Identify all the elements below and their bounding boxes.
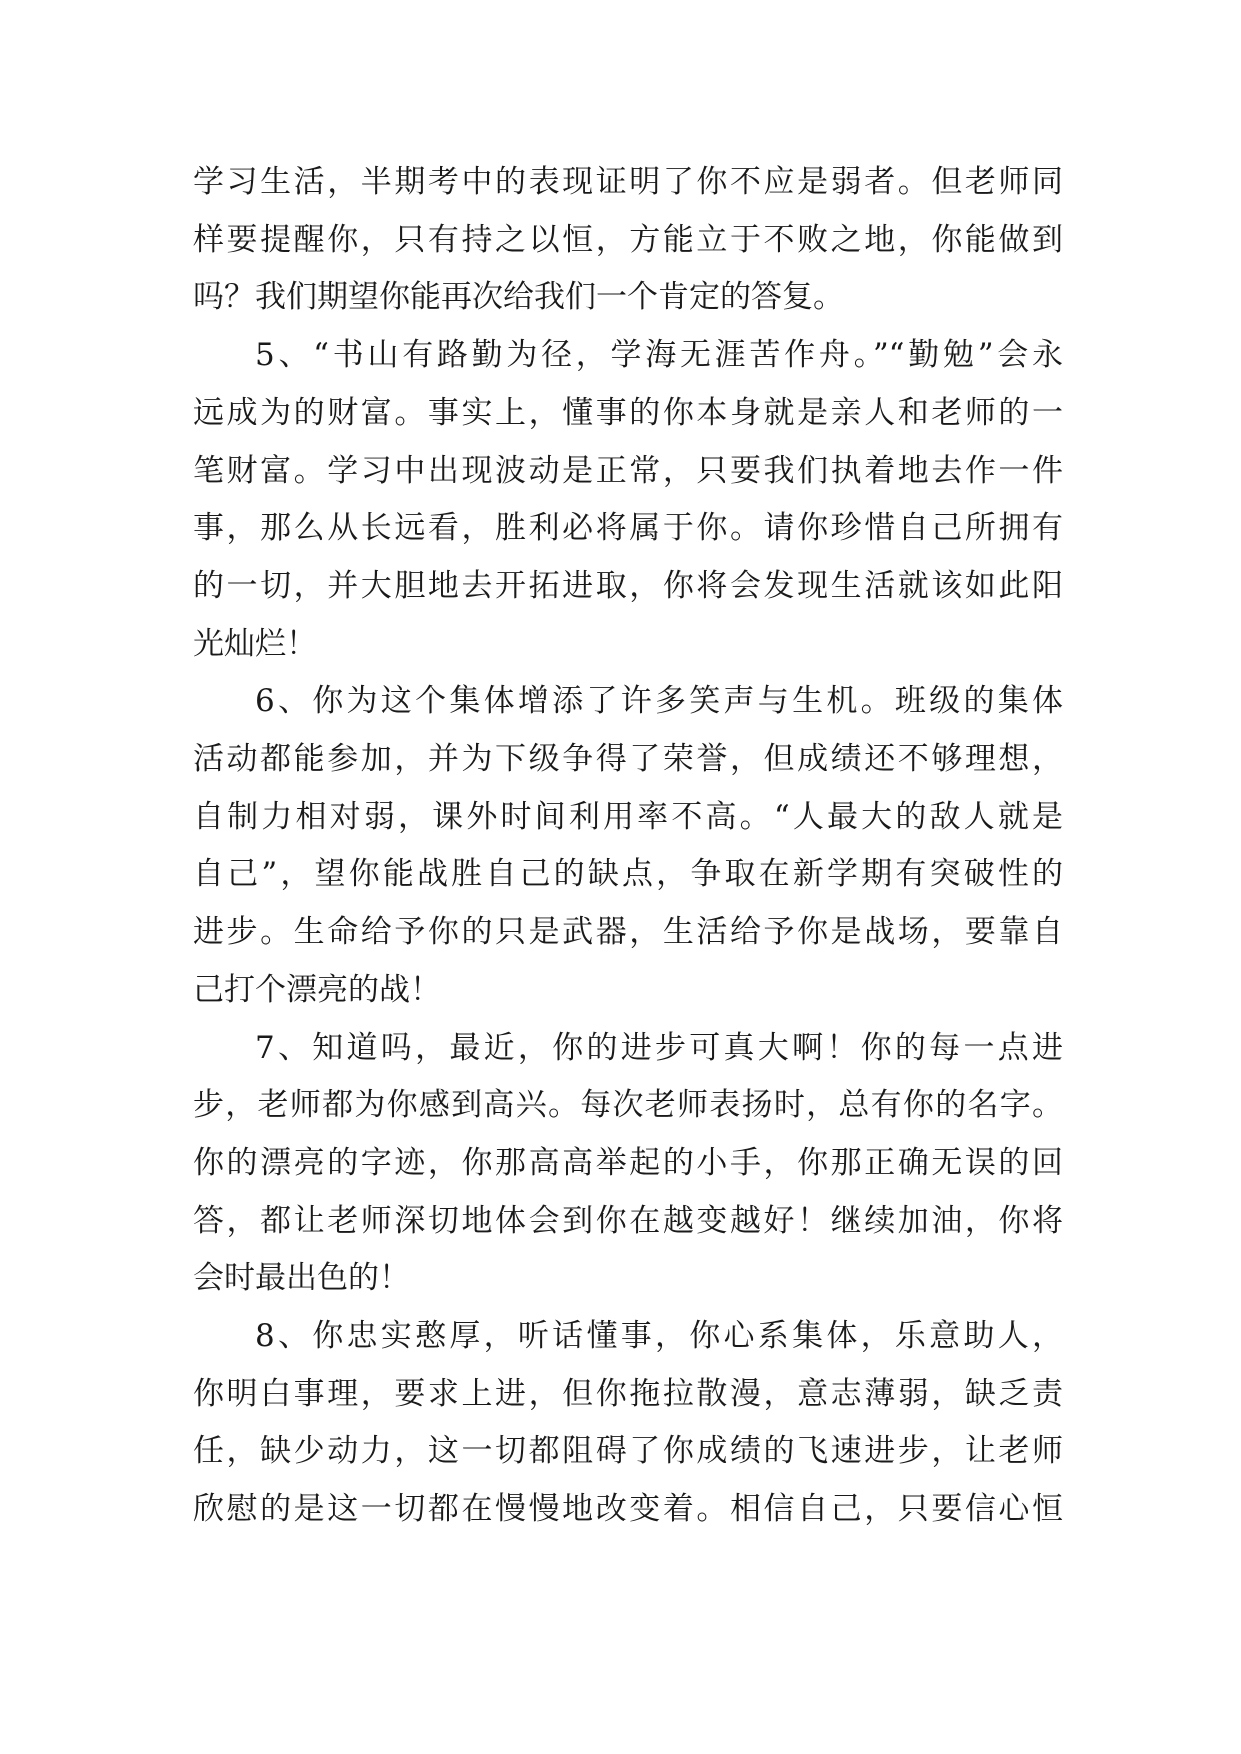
- text-line: 的一切，并大胆地去开拓进取，你将会发现生活就该如此阳: [193, 568, 1063, 604]
- paragraph-first-line: 6、你为这个集体增添了许多笑声与生机。班级的集体: [255, 683, 1063, 719]
- text-line: 活动都能参加，并为下级争得了荣誉，但成绩还不够理想，: [193, 741, 1063, 777]
- paragraph-first-line: 8、你忠实憨厚，听话懂事，你心系集体，乐意助人，: [255, 1318, 1063, 1354]
- text-line: 笔财富。学习中出现波动是正常，只要我们执着地去作一件: [193, 453, 1063, 489]
- text-line: 光灿烂！: [193, 626, 317, 662]
- text-line: 你明白事理，要求上进，但你拖拉散漫，意志薄弱，缺乏责: [193, 1376, 1063, 1412]
- text-line: 答，都让老师深切地体会到你在越变越好！继续加油，你将: [193, 1203, 1063, 1239]
- text-line: 欣慰的是这一切都在慢慢地改变着。相信自己，只要信心恒: [193, 1491, 1063, 1527]
- text-line: 任，缺少动力，这一切都阻碍了你成绩的飞速进步，让老师: [193, 1433, 1063, 1469]
- text-line: 你的漂亮的字迹，你那高高举起的小手，你那正确无误的回: [193, 1145, 1063, 1181]
- text-line: 己打个漂亮的战！: [193, 972, 441, 1008]
- text-line: 自制力相对弱，课外时间利用率不高。“人最大的敌人就是: [193, 799, 1063, 835]
- text-line: 事，那么从长远看，胜利必将属于你。请你珍惜自己所拥有: [193, 510, 1063, 546]
- text-line: 步，老师都为你感到高兴。每次老师表扬时，总有你的名字。: [193, 1087, 1063, 1123]
- paragraph-first-line: 5、“书山有路勤为径，学海无涯苦作舟。”“勤勉”会永: [255, 337, 1063, 373]
- text-line: 进步。生命给予你的只是武器，生活给予你是战场，要靠自: [193, 914, 1063, 950]
- text-line: 样要提醒你，只有持之以恒，方能立于不败之地，你能做到: [193, 222, 1063, 258]
- paragraph-first-line: 7、知道吗，最近，你的进步可真大啊！你的每一点进: [255, 1030, 1063, 1066]
- text-line: 吗？我们期望你能再次给我们一个肯定的答复。: [193, 279, 844, 315]
- text-line: 自己”，望你能战胜自己的缺点，争取在新学期有突破性的: [193, 856, 1063, 892]
- text-line: 会时最出色的！: [193, 1260, 410, 1296]
- text-line: 远成为的财富。事实上，懂事的你本身就是亲人和老师的一: [193, 395, 1063, 431]
- text-line: 学习生活，半期考中的表现证明了你不应是弱者。但老师同: [193, 164, 1063, 200]
